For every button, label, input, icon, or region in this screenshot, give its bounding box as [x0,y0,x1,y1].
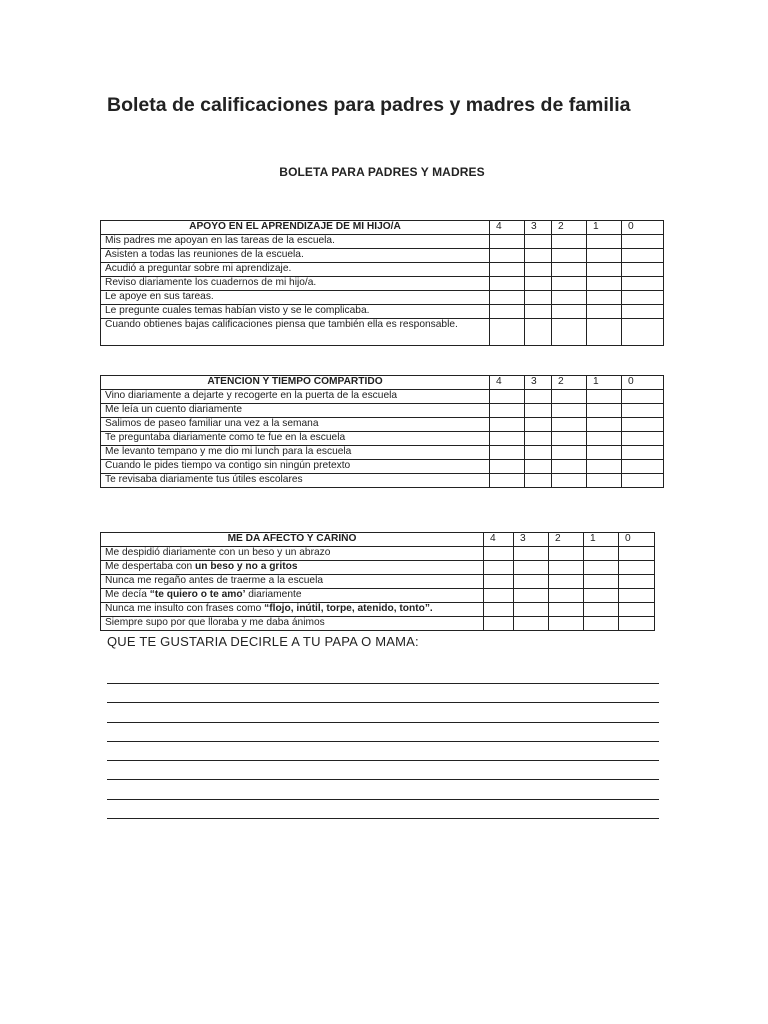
score-box-4[interactable] [484,603,514,617]
table-row [101,446,664,460]
score-box-0[interactable] [622,474,664,488]
score-box-4[interactable] [490,305,525,319]
item-text [101,589,484,603]
answer-lines[interactable] [107,671,659,819]
item-text: Reviso diariamente los cuadernos de mi hijo/a. [101,277,490,291]
score-box-0[interactable] [622,263,664,277]
score-box-4[interactable] [490,418,525,432]
score-box-4[interactable] [490,390,525,404]
item-text-emphasis: un beso y no a gritos [195,561,298,572]
score-box-4[interactable] [484,547,514,561]
score-header-1: 1 [587,376,622,390]
item-text-emphasis: “flojo, inútil, torpe, atenido, tonto”. [264,603,433,614]
score-box-2[interactable] [552,404,587,418]
score-box-1[interactable] [587,235,622,249]
score-box-4[interactable] [490,474,525,488]
score-box-2[interactable] [549,561,584,575]
item-text [101,561,484,575]
score-box-1[interactable] [584,589,619,603]
item-text: Siempre supo por que lloraba y me daba ánimos [101,617,484,631]
score-box-1[interactable] [584,575,619,589]
table-row [101,474,664,488]
score-box-0[interactable] [622,404,664,418]
answer-line[interactable] [107,723,659,742]
item-text: Nunca me regaño antes de traerme a la escuela [101,575,484,589]
table-row [101,603,655,617]
score-box-4[interactable] [490,432,525,446]
category-header: ATENCION Y TIEMPO COMPARTIDO [101,376,490,390]
score-header-2: 2 [549,533,584,547]
score-box-3[interactable] [525,291,552,305]
score-header-3: 3 [514,533,549,547]
score-box-3[interactable] [514,547,549,561]
score-box-0[interactable] [619,575,655,589]
score-box-0[interactable] [622,319,664,346]
score-box-3[interactable] [525,446,552,460]
table-header-row [101,221,664,235]
score-box-4[interactable] [484,561,514,575]
score-box-4[interactable] [490,291,525,305]
table-row [101,575,655,589]
score-box-1[interactable] [587,432,622,446]
score-box-3[interactable] [525,305,552,319]
score-box-1[interactable] [587,390,622,404]
answer-line[interactable] [107,800,659,819]
table-afecto-carino [100,532,655,631]
table-row [101,263,664,277]
item-text [101,603,484,617]
answer-line[interactable] [107,684,659,703]
score-box-2[interactable] [549,575,584,589]
score-box-1[interactable] [587,319,622,346]
score-box-0[interactable] [619,547,655,561]
score-box-4[interactable] [490,249,525,263]
score-header-3: 3 [525,376,552,390]
score-header-0: 0 [622,221,664,235]
score-box-4[interactable] [484,617,514,631]
score-box-2[interactable] [552,432,587,446]
item-text: Le apoye en sus tareas. [101,291,490,305]
score-box-2[interactable] [549,589,584,603]
score-box-2[interactable] [552,305,587,319]
item-text-end: diariamente [245,589,302,600]
item-text: Me despidió diariamente con un beso y un abrazo [101,547,484,561]
table-apoyo-aprendizaje [100,220,664,346]
item-text: Vino diariamente a dejarte y recogerte en la puerta de la escuela [101,390,490,404]
item-text: Cuando obtienes bajas calificaciones piensa que también ella es responsable. [101,319,490,346]
score-box-3[interactable] [514,589,549,603]
document-title: Boleta de calificaciones para padres y madres de familia [107,94,631,116]
table-row [101,418,664,432]
item-text-start: Nunca me insulto con frases como [105,603,265,614]
score-box-0[interactable] [622,460,664,474]
score-box-2[interactable] [549,617,584,631]
table-row [101,432,664,446]
score-box-0[interactable] [619,603,655,617]
score-box-3[interactable] [525,404,552,418]
score-box-0[interactable] [619,617,655,631]
score-box-2[interactable] [552,474,587,488]
score-header-4: 4 [490,221,525,235]
score-box-1[interactable] [587,249,622,263]
item-text: Cuando le pides tiempo va contigo sin ningún pretexto [101,460,490,474]
score-box-0[interactable] [622,432,664,446]
score-box-1[interactable] [587,277,622,291]
table-header-row [101,376,664,390]
score-box-2[interactable] [552,460,587,474]
score-box-3[interactable] [525,319,552,346]
score-box-4[interactable] [490,404,525,418]
score-box-4[interactable] [490,235,525,249]
score-header-1: 1 [584,533,619,547]
score-box-2[interactable] [552,418,587,432]
item-text: Me levanto tempano y me dio mi lunch para la escuela [101,446,490,460]
score-box-4[interactable] [490,319,525,346]
score-box-3[interactable] [514,575,549,589]
item-text: Mis padres me apoyan en las tareas de la escuela. [101,235,490,249]
score-box-1[interactable] [584,617,619,631]
score-box-4[interactable] [484,589,514,603]
score-box-1[interactable] [584,603,619,617]
score-box-0[interactable] [622,418,664,432]
score-header-3: 3 [525,221,552,235]
table-row [101,277,664,291]
score-box-2[interactable] [549,603,584,617]
answer-line[interactable] [107,742,659,761]
score-box-0[interactable] [622,305,664,319]
answer-line[interactable] [107,703,659,722]
score-box-4[interactable] [490,460,525,474]
table-row [101,589,655,603]
score-box-2[interactable] [549,547,584,561]
category-header: ME DA AFECTO Y CARIÑO [101,533,484,547]
score-header-2: 2 [552,376,587,390]
score-box-2[interactable] [552,319,587,346]
document-subtitle: BOLETA PARA PADRES Y MADRES [279,165,485,179]
score-box-0[interactable] [622,446,664,460]
score-box-2[interactable] [552,277,587,291]
score-box-0[interactable] [622,277,664,291]
score-box-1[interactable] [587,460,622,474]
item-text-start: Me decía [105,589,150,600]
table-row [101,390,664,404]
score-box-3[interactable] [525,474,552,488]
score-box-0[interactable] [622,235,664,249]
score-box-1[interactable] [587,446,622,460]
table-row [101,460,664,474]
score-box-3[interactable] [514,617,549,631]
score-box-4[interactable] [490,277,525,291]
table-row [101,305,664,319]
score-box-4[interactable] [490,446,525,460]
category-header: APOYO EN EL APRENDIZAJE DE MI HIJO/A [101,221,490,235]
score-header-1: 1 [587,221,622,235]
score-box-3[interactable] [525,235,552,249]
table-row [101,291,664,305]
score-box-2[interactable] [552,446,587,460]
table-row [101,404,664,418]
score-box-1[interactable] [587,418,622,432]
item-text-start: Me despertaba con [105,561,196,572]
score-box-0[interactable] [619,589,655,603]
score-box-3[interactable] [525,460,552,474]
score-header-2: 2 [552,221,587,235]
score-box-0[interactable] [619,561,655,575]
score-box-3[interactable] [525,418,552,432]
score-header-0: 0 [622,376,664,390]
score-box-3[interactable] [514,561,549,575]
open-question-label: QUE TE GUSTARIA DECIRLE A TU PAPA O MAMA: [107,634,419,649]
score-header-4: 4 [484,533,514,547]
score-header-4: 4 [490,376,525,390]
item-text: Me leía un cuento diariamente [101,404,490,418]
score-box-3[interactable] [525,249,552,263]
answer-line[interactable] [107,761,659,780]
score-box-1[interactable] [587,263,622,277]
score-box-2[interactable] [552,249,587,263]
item-text: Te preguntaba diariamente como te fue en la escuela [101,432,490,446]
score-box-1[interactable] [587,291,622,305]
table-row [101,547,655,561]
item-text: Te revisaba diariamente tus útiles escolares [101,474,490,488]
score-box-3[interactable] [525,390,552,404]
score-box-0[interactable] [622,249,664,263]
score-box-3[interactable] [525,277,552,291]
score-box-3[interactable] [525,432,552,446]
item-text: Salimos de paseo familiar una vez a la semana [101,418,490,432]
table-row [101,235,664,249]
item-text: Acudió a preguntar sobre mi aprendizaje. [101,263,490,277]
score-box-2[interactable] [552,235,587,249]
score-header-0: 0 [619,533,655,547]
table-row [101,319,664,346]
table-header-row [101,533,655,547]
table-row [101,561,655,575]
score-box-2[interactable] [552,390,587,404]
score-box-2[interactable] [552,291,587,305]
table-atencion-tiempo [100,375,664,488]
score-box-1[interactable] [584,547,619,561]
score-box-1[interactable] [584,561,619,575]
score-box-3[interactable] [514,603,549,617]
score-box-4[interactable] [484,575,514,589]
table-row [101,617,655,631]
item-text-emphasis: “te quiero o te amo’ [149,589,246,600]
answer-line[interactable] [107,671,659,684]
answer-line[interactable] [107,780,659,799]
score-box-1[interactable] [587,305,622,319]
score-box-0[interactable] [622,390,664,404]
item-text: Asisten a todas las reuniones de la escuela. [101,249,490,263]
score-box-0[interactable] [622,291,664,305]
score-box-3[interactable] [525,263,552,277]
table-row [101,249,664,263]
score-box-4[interactable] [490,263,525,277]
item-text: Le pregunte cuales temas habían visto y se le complicaba. [101,305,490,319]
score-box-1[interactable] [587,404,622,418]
score-box-2[interactable] [552,263,587,277]
score-box-1[interactable] [587,474,622,488]
